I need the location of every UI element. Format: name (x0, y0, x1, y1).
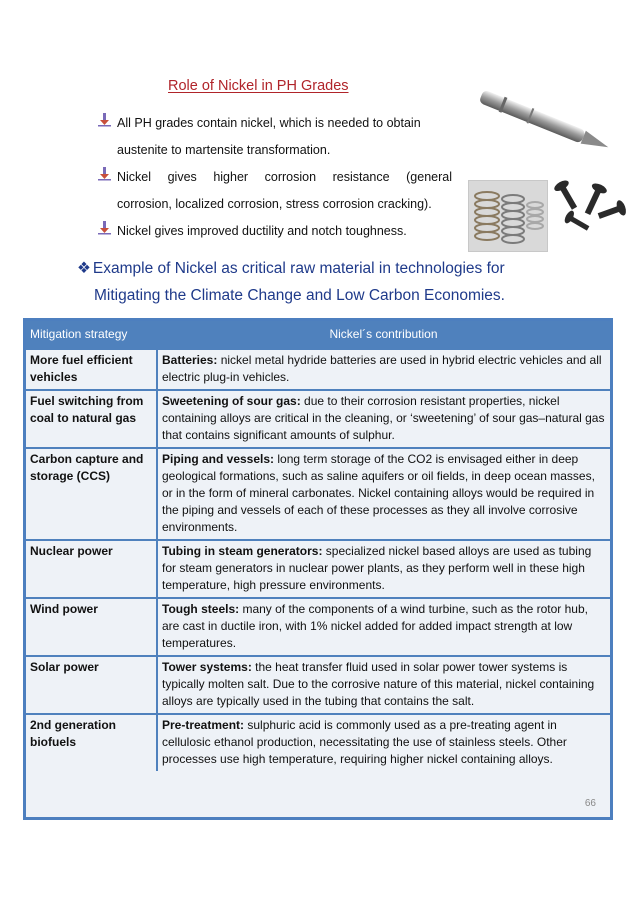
section-title: Role of Nickel in PH Grades (168, 78, 349, 94)
strategy-cell: Wind power (26, 598, 157, 656)
table-row (26, 540, 610, 598)
arrow-down-bullet-icon (97, 112, 112, 127)
table-row (26, 390, 610, 448)
contribution-text: nickel metal hydride batteries are used in hybrid electric vehicles and all electric plug-in vehicles. (162, 353, 602, 384)
strategy-cell: More fuel efficient vehicles (26, 349, 157, 390)
example-line-2: Mitigating the Climate Change and Low Carbon Economies. (94, 287, 505, 304)
contribution-text: the heat transfer fluid used in solar power tower systems is typically molten salt. Due to the corrosive nature of this material, nickel containing alloys are typically used in the tubing that contains the salt. (162, 660, 595, 708)
bullet-2-line-1: Nickel gives higher corrosion resistance (general (117, 170, 452, 184)
contribution-cell (157, 349, 610, 390)
contribution-term: Tubing in steam generators: (162, 544, 323, 558)
header-nickel-contribution: Nickel´s contribution (157, 321, 610, 349)
table-row (26, 656, 610, 714)
springs-image (468, 180, 548, 252)
contribution-text: specialized nickel based alloys are used as tubing for steam generators in nuclear power plants, as they perform well in these high temperature, high pressure environments. (162, 544, 592, 592)
screws-image (548, 172, 633, 242)
contribution-text: due to their corrosion resistant properties, nickel containing alloys are critical in the cleaning, or ‘sweetening’ of sour gas–natural gas that contains significant amounts of sulphur. (162, 394, 605, 442)
contribution-term: Tower systems: (162, 660, 252, 674)
table-row (26, 349, 610, 390)
contribution-cell (157, 656, 610, 714)
page-number: 66 (584, 798, 596, 809)
example-heading (77, 255, 505, 309)
contribution-term: Pre-treatment: (162, 718, 245, 732)
contribution-term: Piping and vessels: (162, 452, 275, 466)
table-row (26, 598, 610, 656)
diamond-bullet-icon: ❖ (77, 260, 91, 277)
metal-pin-image (468, 82, 618, 162)
contribution-cell (157, 540, 610, 598)
contribution-text: sulphuric acid is commonly used as a pre-treating agent in cellulosic ethanol production, necessitating the use of stainless steels. Other processes use high temperature, requiring higher nickel containing alloys. (162, 718, 567, 766)
example-line-1: Example of Nickel as critical raw material in technologies for (92, 260, 505, 277)
contribution-term: Batteries: (162, 353, 218, 367)
strategy-cell: Fuel switching from coal to natural gas (26, 390, 157, 448)
contribution-term: Tough steels: (162, 602, 240, 616)
contribution-text: many of the components of a wind turbine, such as the rotor hub, are cast in ductile iron, with 1% nickel added for added impact strength at low temperatures. (162, 602, 588, 650)
contribution-cell (157, 448, 610, 540)
header-mitigation-strategy: Mitigation strategy (26, 321, 157, 349)
bullet-2-line-2: corrosion, localized corrosion, stress corrosion cracking). (117, 197, 432, 211)
table-row (26, 448, 610, 540)
table-header-row (26, 321, 610, 349)
strategy-cell: Carbon capture and storage (CCS) (26, 448, 157, 540)
contribution-cell (157, 714, 610, 771)
mitigation-table (23, 318, 613, 820)
table-row (26, 714, 610, 771)
contribution-cell (157, 390, 610, 448)
arrow-down-bullet-icon (97, 220, 112, 235)
bullet-1-line-2: austenite to martensite transformation. (117, 143, 331, 157)
strategy-cell: Solar power (26, 656, 157, 714)
bullet-1-line-1: All PH grades contain nickel, which is needed to obtain (117, 116, 421, 130)
contribution-text: long term storage of the CO2 is envisaged either in deep geological formations, such as saline aquifers or oil fields, in deep ocean masses, or in the form of mineral carbonates. Nickel containing alloys would be required in the piping and vessels of each of these processes as they all involve corrosive environments. (162, 452, 595, 534)
bullet-3-line-1: Nickel gives improved ductility and notch toughness. (117, 224, 407, 238)
arrow-down-bullet-icon (97, 166, 112, 181)
strategy-cell: Nuclear power (26, 540, 157, 598)
strategy-cell: 2nd generation biofuels (26, 714, 157, 771)
contribution-cell (157, 598, 610, 656)
contribution-term: Sweetening of sour gas: (162, 394, 301, 408)
